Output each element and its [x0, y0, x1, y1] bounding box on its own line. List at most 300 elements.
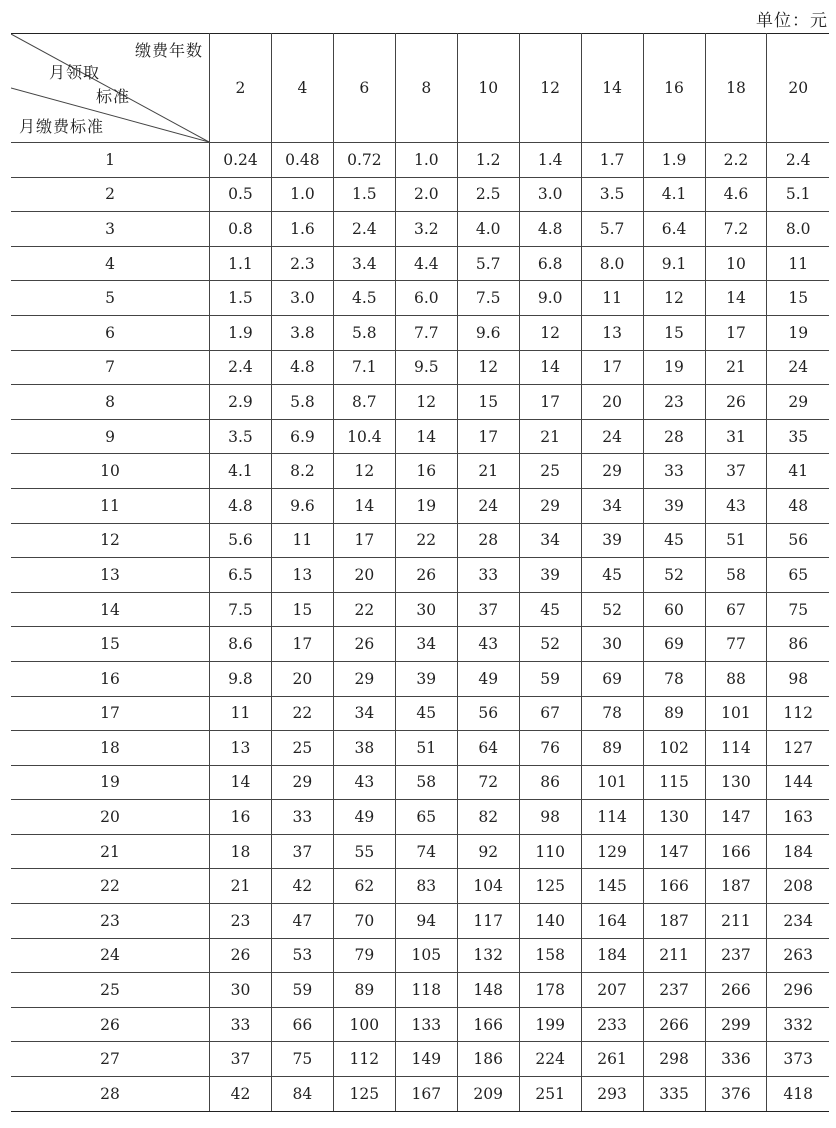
table-row [11, 731, 829, 766]
value-cell: 4.6 [705, 177, 767, 212]
value-cell: 166 [643, 869, 705, 904]
value-cell: 1.0 [395, 143, 457, 178]
value-cell: 84 [271, 1077, 333, 1112]
value-cell: 22 [333, 592, 395, 627]
value-cell: 2.3 [271, 246, 333, 281]
value-cell: 43 [333, 765, 395, 800]
value-cell: 133 [395, 1007, 457, 1042]
value-cell: 2.9 [210, 385, 272, 420]
value-cell: 86 [519, 765, 581, 800]
corner-header-cell [11, 34, 210, 143]
pay-standard-cell: 8 [11, 385, 210, 420]
value-cell: 28 [457, 523, 519, 558]
value-cell: 29 [581, 454, 643, 489]
value-cell: 89 [643, 696, 705, 731]
pay-standard-cell: 1 [11, 143, 210, 178]
value-cell: 79 [333, 938, 395, 973]
value-cell: 158 [519, 938, 581, 973]
value-cell: 48 [767, 488, 829, 523]
year-header-cell: 8 [395, 34, 457, 143]
pay-standard-cell: 25 [11, 973, 210, 1008]
value-cell: 15 [457, 385, 519, 420]
value-cell: 70 [333, 904, 395, 939]
pay-standard-cell: 6 [11, 315, 210, 350]
value-cell: 3.0 [519, 177, 581, 212]
value-cell: 163 [767, 800, 829, 835]
value-cell: 7.5 [210, 592, 272, 627]
value-cell: 1.7 [581, 143, 643, 178]
value-cell: 19 [643, 350, 705, 385]
table-header-row [11, 34, 829, 143]
value-cell: 117 [457, 904, 519, 939]
value-cell: 41 [767, 454, 829, 489]
value-cell: 251 [519, 1077, 581, 1112]
value-cell: 43 [705, 488, 767, 523]
value-cell: 112 [767, 696, 829, 731]
value-cell: 35 [767, 419, 829, 454]
value-cell: 332 [767, 1007, 829, 1042]
value-cell: 65 [395, 800, 457, 835]
value-cell: 14 [705, 281, 767, 316]
year-header-cell: 16 [643, 34, 705, 143]
pay-standard-cell: 19 [11, 765, 210, 800]
table-row [11, 281, 829, 316]
value-cell: 12 [519, 315, 581, 350]
unit-label: 单位：元 [756, 11, 828, 31]
value-cell: 33 [643, 454, 705, 489]
value-cell: 51 [395, 731, 457, 766]
value-cell: 53 [271, 938, 333, 973]
value-cell: 125 [519, 869, 581, 904]
corner-receive-label-line1: 月领取 [49, 63, 101, 82]
value-cell: 34 [519, 523, 581, 558]
value-cell: 1.2 [457, 143, 519, 178]
value-cell: 147 [643, 834, 705, 869]
pay-standard-cell: 23 [11, 904, 210, 939]
value-cell: 1.9 [210, 315, 272, 350]
value-cell: 20 [333, 558, 395, 593]
value-cell: 0.8 [210, 212, 272, 247]
value-cell: 62 [333, 869, 395, 904]
value-cell: 75 [767, 592, 829, 627]
value-cell: 2.0 [395, 177, 457, 212]
value-cell: 211 [705, 904, 767, 939]
value-cell: 9.6 [457, 315, 519, 350]
value-cell: 7.5 [457, 281, 519, 316]
value-cell: 52 [643, 558, 705, 593]
value-cell: 18 [210, 834, 272, 869]
value-cell: 187 [643, 904, 705, 939]
value-cell: 6.9 [271, 419, 333, 454]
value-cell: 29 [333, 661, 395, 696]
value-cell: 12 [457, 350, 519, 385]
value-cell: 21 [210, 869, 272, 904]
value-cell: 38 [333, 731, 395, 766]
value-cell: 20 [271, 661, 333, 696]
table-row [11, 1042, 829, 1077]
table-row [11, 869, 829, 904]
value-cell: 9.0 [519, 281, 581, 316]
corner-receive-label-line2: 标准 [96, 87, 131, 106]
pay-standard-cell: 9 [11, 419, 210, 454]
table-row [11, 765, 829, 800]
pay-standard-cell: 13 [11, 558, 210, 593]
value-cell: 10.4 [333, 419, 395, 454]
value-cell: 89 [581, 731, 643, 766]
value-cell: 19 [395, 488, 457, 523]
value-cell: 45 [395, 696, 457, 731]
value-cell: 184 [581, 938, 643, 973]
pay-standard-cell: 22 [11, 869, 210, 904]
value-cell: 59 [519, 661, 581, 696]
value-cell: 266 [705, 973, 767, 1008]
pay-standard-cell: 15 [11, 627, 210, 662]
year-header-cell: 6 [333, 34, 395, 143]
value-cell: 166 [705, 834, 767, 869]
table-row [11, 627, 829, 662]
value-cell: 51 [705, 523, 767, 558]
pay-standard-cell: 26 [11, 1007, 210, 1042]
value-cell: 25 [271, 731, 333, 766]
value-cell: 43 [457, 627, 519, 662]
value-cell: 45 [581, 558, 643, 593]
value-cell: 26 [395, 558, 457, 593]
year-header-cell: 2 [210, 34, 272, 143]
value-cell: 1.1 [210, 246, 272, 281]
value-cell: 12 [643, 281, 705, 316]
table-row [11, 350, 829, 385]
value-cell: 24 [767, 350, 829, 385]
value-cell: 5.7 [457, 246, 519, 281]
table-row [11, 558, 829, 593]
value-cell: 104 [457, 869, 519, 904]
value-cell: 88 [705, 661, 767, 696]
value-cell: 9.1 [643, 246, 705, 281]
value-cell: 2.2 [705, 143, 767, 178]
value-cell: 9.5 [395, 350, 457, 385]
value-cell: 59 [271, 973, 333, 1008]
value-cell: 76 [519, 731, 581, 766]
value-cell: 83 [395, 869, 457, 904]
value-cell: 144 [767, 765, 829, 800]
value-cell: 47 [271, 904, 333, 939]
value-cell: 86 [767, 627, 829, 662]
value-cell: 21 [519, 419, 581, 454]
value-cell: 31 [705, 419, 767, 454]
value-cell: 15 [271, 592, 333, 627]
value-cell: 167 [395, 1077, 457, 1112]
pay-standard-cell: 7 [11, 350, 210, 385]
value-cell: 33 [210, 1007, 272, 1042]
value-cell: 42 [210, 1077, 272, 1112]
value-cell: 34 [395, 627, 457, 662]
value-cell: 13 [210, 731, 272, 766]
value-cell: 164 [581, 904, 643, 939]
pay-standard-cell: 2 [11, 177, 210, 212]
value-cell: 60 [643, 592, 705, 627]
value-cell: 101 [581, 765, 643, 800]
value-cell: 9.6 [271, 488, 333, 523]
value-cell: 4.8 [210, 488, 272, 523]
value-cell: 130 [643, 800, 705, 835]
table-row [11, 800, 829, 835]
value-cell: 98 [767, 661, 829, 696]
value-cell: 17 [271, 627, 333, 662]
value-cell: 8.6 [210, 627, 272, 662]
pay-standard-cell: 27 [11, 1042, 210, 1077]
value-cell: 9.8 [210, 661, 272, 696]
value-cell: 33 [271, 800, 333, 835]
value-cell: 14 [395, 419, 457, 454]
value-cell: 14 [519, 350, 581, 385]
value-cell: 92 [457, 834, 519, 869]
value-cell: 125 [333, 1077, 395, 1112]
value-cell: 16 [210, 800, 272, 835]
pay-standard-cell: 12 [11, 523, 210, 558]
table-row [11, 246, 829, 281]
value-cell: 114 [705, 731, 767, 766]
value-cell: 17 [519, 385, 581, 420]
value-cell: 56 [767, 523, 829, 558]
pay-standard-cell: 11 [11, 488, 210, 523]
value-cell: 21 [457, 454, 519, 489]
value-cell: 3.4 [333, 246, 395, 281]
value-cell: 140 [519, 904, 581, 939]
value-cell: 147 [705, 800, 767, 835]
value-cell: 211 [643, 938, 705, 973]
value-cell: 112 [333, 1042, 395, 1077]
value-cell: 261 [581, 1042, 643, 1077]
value-cell: 118 [395, 973, 457, 1008]
value-cell: 72 [457, 765, 519, 800]
year-header-cell: 12 [519, 34, 581, 143]
value-cell: 82 [457, 800, 519, 835]
value-cell: 187 [705, 869, 767, 904]
table-row [11, 834, 829, 869]
value-cell: 23 [643, 385, 705, 420]
value-cell: 298 [643, 1042, 705, 1077]
value-cell: 1.0 [271, 177, 333, 212]
value-cell: 67 [705, 592, 767, 627]
value-cell: 7.7 [395, 315, 457, 350]
table-row [11, 385, 829, 420]
value-cell: 56 [457, 696, 519, 731]
value-cell: 58 [395, 765, 457, 800]
value-cell: 65 [767, 558, 829, 593]
value-cell: 233 [581, 1007, 643, 1042]
table-row [11, 1077, 829, 1112]
value-cell: 26 [705, 385, 767, 420]
value-cell: 17 [705, 315, 767, 350]
table-body [11, 143, 829, 1112]
value-cell: 4.5 [333, 281, 395, 316]
value-cell: 67 [519, 696, 581, 731]
value-cell: 49 [333, 800, 395, 835]
value-cell: 21 [705, 350, 767, 385]
value-cell: 24 [581, 419, 643, 454]
value-cell: 1.5 [333, 177, 395, 212]
table-row [11, 904, 829, 939]
value-cell: 178 [519, 973, 581, 1008]
value-cell: 2.4 [767, 143, 829, 178]
value-cell: 114 [581, 800, 643, 835]
value-cell: 184 [767, 834, 829, 869]
value-cell: 13 [271, 558, 333, 593]
pay-standard-cell: 14 [11, 592, 210, 627]
table-row [11, 488, 829, 523]
value-cell: 0.24 [210, 143, 272, 178]
year-header-cell: 4 [271, 34, 333, 143]
value-cell: 115 [643, 765, 705, 800]
value-cell: 4.8 [271, 350, 333, 385]
value-cell: 373 [767, 1042, 829, 1077]
value-cell: 11 [581, 281, 643, 316]
value-cell: 28 [643, 419, 705, 454]
value-cell: 39 [395, 661, 457, 696]
value-cell: 5.8 [271, 385, 333, 420]
value-cell: 19 [767, 315, 829, 350]
value-cell: 29 [271, 765, 333, 800]
value-cell: 100 [333, 1007, 395, 1042]
value-cell: 14 [210, 765, 272, 800]
value-cell: 69 [643, 627, 705, 662]
value-cell: 37 [457, 592, 519, 627]
value-cell: 105 [395, 938, 457, 973]
pay-standard-cell: 3 [11, 212, 210, 247]
value-cell: 23 [210, 904, 272, 939]
value-cell: 148 [457, 973, 519, 1008]
value-cell: 39 [581, 523, 643, 558]
value-cell: 101 [705, 696, 767, 731]
table-row [11, 419, 829, 454]
value-cell: 17 [333, 523, 395, 558]
value-cell: 78 [643, 661, 705, 696]
value-cell: 78 [581, 696, 643, 731]
value-cell: 14 [333, 488, 395, 523]
value-cell: 52 [519, 627, 581, 662]
year-header-cell: 18 [705, 34, 767, 143]
value-cell: 30 [210, 973, 272, 1008]
value-cell: 237 [705, 938, 767, 973]
value-cell: 26 [333, 627, 395, 662]
table-row [11, 696, 829, 731]
value-cell: 20 [581, 385, 643, 420]
pay-standard-cell: 18 [11, 731, 210, 766]
value-cell: 8.2 [271, 454, 333, 489]
value-cell: 5.7 [581, 212, 643, 247]
value-cell: 234 [767, 904, 829, 939]
table-row [11, 454, 829, 489]
value-cell: 12 [395, 385, 457, 420]
corner-pay-label: 月缴费标准 [19, 117, 105, 136]
value-cell: 2.4 [333, 212, 395, 247]
value-cell: 6.5 [210, 558, 272, 593]
value-cell: 7.1 [333, 350, 395, 385]
value-cell: 29 [519, 488, 581, 523]
pay-standard-cell: 28 [11, 1077, 210, 1112]
value-cell: 266 [643, 1007, 705, 1042]
table-row [11, 212, 829, 247]
value-cell: 37 [271, 834, 333, 869]
pay-standard-cell: 20 [11, 800, 210, 835]
value-cell: 3.5 [210, 419, 272, 454]
value-cell: 0.5 [210, 177, 272, 212]
table-row [11, 315, 829, 350]
value-cell: 30 [395, 592, 457, 627]
value-cell: 45 [643, 523, 705, 558]
value-cell: 12 [333, 454, 395, 489]
value-cell: 130 [705, 765, 767, 800]
value-cell: 89 [333, 973, 395, 1008]
corner-years-label: 缴费年数 [134, 41, 203, 60]
value-cell: 5.6 [210, 523, 272, 558]
value-cell: 166 [457, 1007, 519, 1042]
value-cell: 8.0 [581, 246, 643, 281]
table-row [11, 661, 829, 696]
pay-standard-cell: 16 [11, 661, 210, 696]
table-row [11, 592, 829, 627]
value-cell: 13 [581, 315, 643, 350]
value-cell: 39 [643, 488, 705, 523]
value-cell: 22 [395, 523, 457, 558]
table-row [11, 143, 829, 178]
value-cell: 336 [705, 1042, 767, 1077]
value-cell: 17 [457, 419, 519, 454]
value-cell: 0.72 [333, 143, 395, 178]
value-cell: 5.1 [767, 177, 829, 212]
value-cell: 8.0 [767, 212, 829, 247]
value-cell: 22 [271, 696, 333, 731]
value-cell: 1.6 [271, 212, 333, 247]
value-cell: 11 [767, 246, 829, 281]
value-cell: 6.8 [519, 246, 581, 281]
value-cell: 293 [581, 1077, 643, 1112]
value-cell: 24 [457, 488, 519, 523]
value-cell: 4.1 [210, 454, 272, 489]
value-cell: 75 [271, 1042, 333, 1077]
value-cell: 33 [457, 558, 519, 593]
pension-table [11, 33, 829, 1112]
value-cell: 1.4 [519, 143, 581, 178]
value-cell: 3.8 [271, 315, 333, 350]
value-cell: 94 [395, 904, 457, 939]
value-cell: 52 [581, 592, 643, 627]
value-cell: 39 [519, 558, 581, 593]
value-cell: 2.5 [457, 177, 519, 212]
value-cell: 149 [395, 1042, 457, 1077]
year-header-cell: 20 [767, 34, 829, 143]
value-cell: 299 [705, 1007, 767, 1042]
value-cell: 15 [643, 315, 705, 350]
year-header-cell: 10 [457, 34, 519, 143]
value-cell: 42 [271, 869, 333, 904]
value-cell: 208 [767, 869, 829, 904]
value-cell: 11 [210, 696, 272, 731]
pay-standard-cell: 24 [11, 938, 210, 973]
value-cell: 26 [210, 938, 272, 973]
value-cell: 102 [643, 731, 705, 766]
value-cell: 418 [767, 1077, 829, 1112]
value-cell: 34 [581, 488, 643, 523]
value-cell: 37 [705, 454, 767, 489]
pay-standard-cell: 10 [11, 454, 210, 489]
value-cell: 129 [581, 834, 643, 869]
value-cell: 145 [581, 869, 643, 904]
pay-standard-cell: 5 [11, 281, 210, 316]
year-header-cell: 14 [581, 34, 643, 143]
value-cell: 207 [581, 973, 643, 1008]
table-row [11, 938, 829, 973]
